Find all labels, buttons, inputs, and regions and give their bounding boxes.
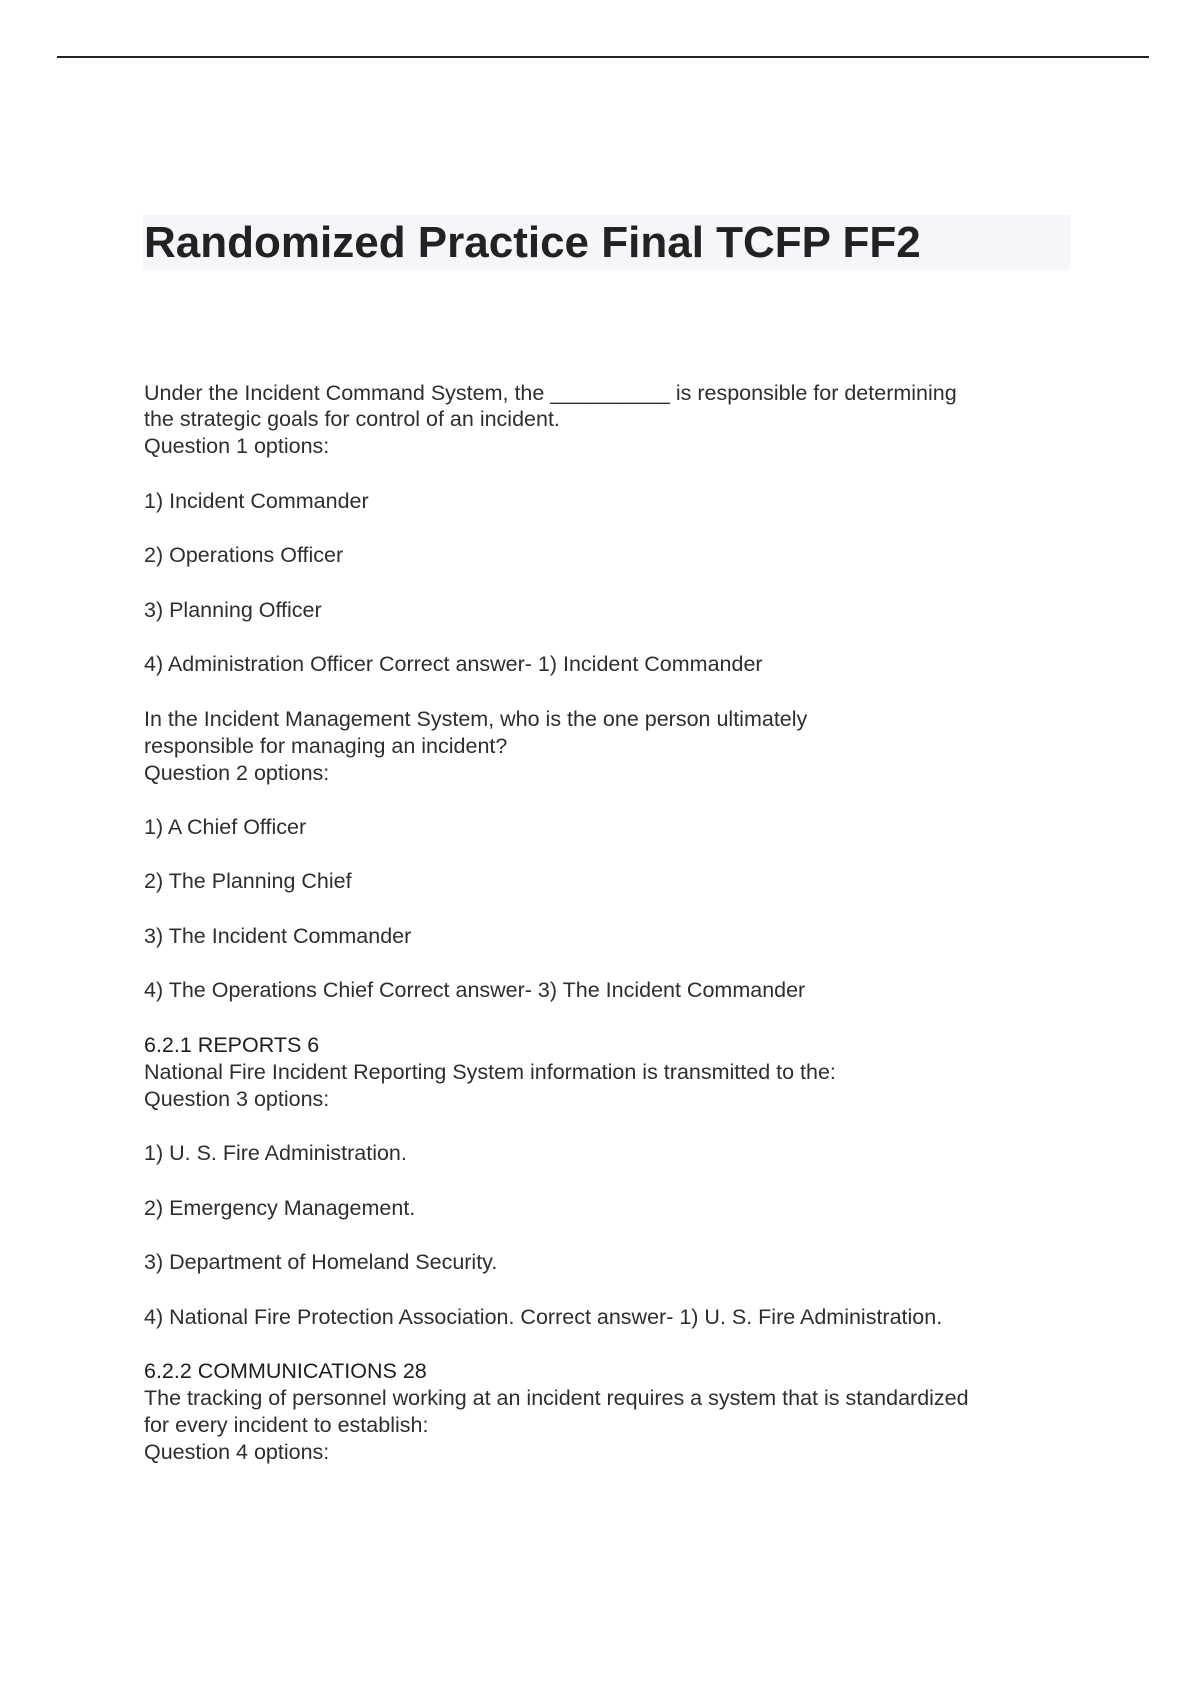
q1-options-label: Question 1 options: xyxy=(144,434,330,458)
q2-option-4-answer: 4) The Operations Chief Correct answer- 3) The Incident Commander xyxy=(144,978,806,1002)
q2-stem-line1: In the Incident Management System, who is the one person ultimately xyxy=(144,707,808,731)
q2-options-label: Question 2 options: xyxy=(144,761,330,785)
q4-stem-line1: The tracking of personnel working at an incident requires a system that is standardized xyxy=(144,1386,969,1410)
q3-option-1: 1) U. S. Fire Administration. xyxy=(144,1141,407,1165)
q4-stem-line2: for every incident to establish: xyxy=(144,1413,429,1437)
q3-option-3: 3) Department of Homeland Security. xyxy=(144,1250,498,1274)
q3-option-2: 2) Emergency Management. xyxy=(144,1196,416,1220)
q2-option-1: 1) A Chief Officer xyxy=(144,815,307,839)
q1-option-1: 1) Incident Commander xyxy=(144,489,369,513)
document-title: Randomized Practice Final TCFP FF2 xyxy=(144,218,921,267)
q3-stem-line1: National Fire Incident Reporting System information is transmitted to the: xyxy=(144,1060,836,1084)
q2-stem-line2: responsible for managing an incident? xyxy=(144,734,508,758)
q1-stem-line2: the strategic goals for control of an incident. xyxy=(144,407,560,431)
q1-option-2: 2) Operations Officer xyxy=(144,543,344,567)
q1-stem-line1: Under the Incident Command System, the __________ is responsible for determining xyxy=(144,381,957,405)
q3-section-heading: 6.2.1 REPORTS 6 xyxy=(144,1033,320,1057)
q4-options-label: Question 4 options: xyxy=(144,1440,330,1464)
q1-option-3: 3) Planning Officer xyxy=(144,598,322,622)
q4-section-heading: 6.2.2 COMMUNICATIONS 28 xyxy=(144,1359,427,1383)
q2-option-3: 3) The Incident Commander xyxy=(144,924,412,948)
q2-option-2: 2) The Planning Chief xyxy=(144,869,352,893)
q1-option-4-answer: 4) Administration Officer Correct answer- 1) Incident Commander xyxy=(144,652,763,676)
q3-options-label: Question 3 options: xyxy=(144,1087,330,1111)
q3-option-4-answer: 4) National Fire Protection Association. Correct answer- 1) U. S. Fire Administration. xyxy=(144,1305,943,1329)
